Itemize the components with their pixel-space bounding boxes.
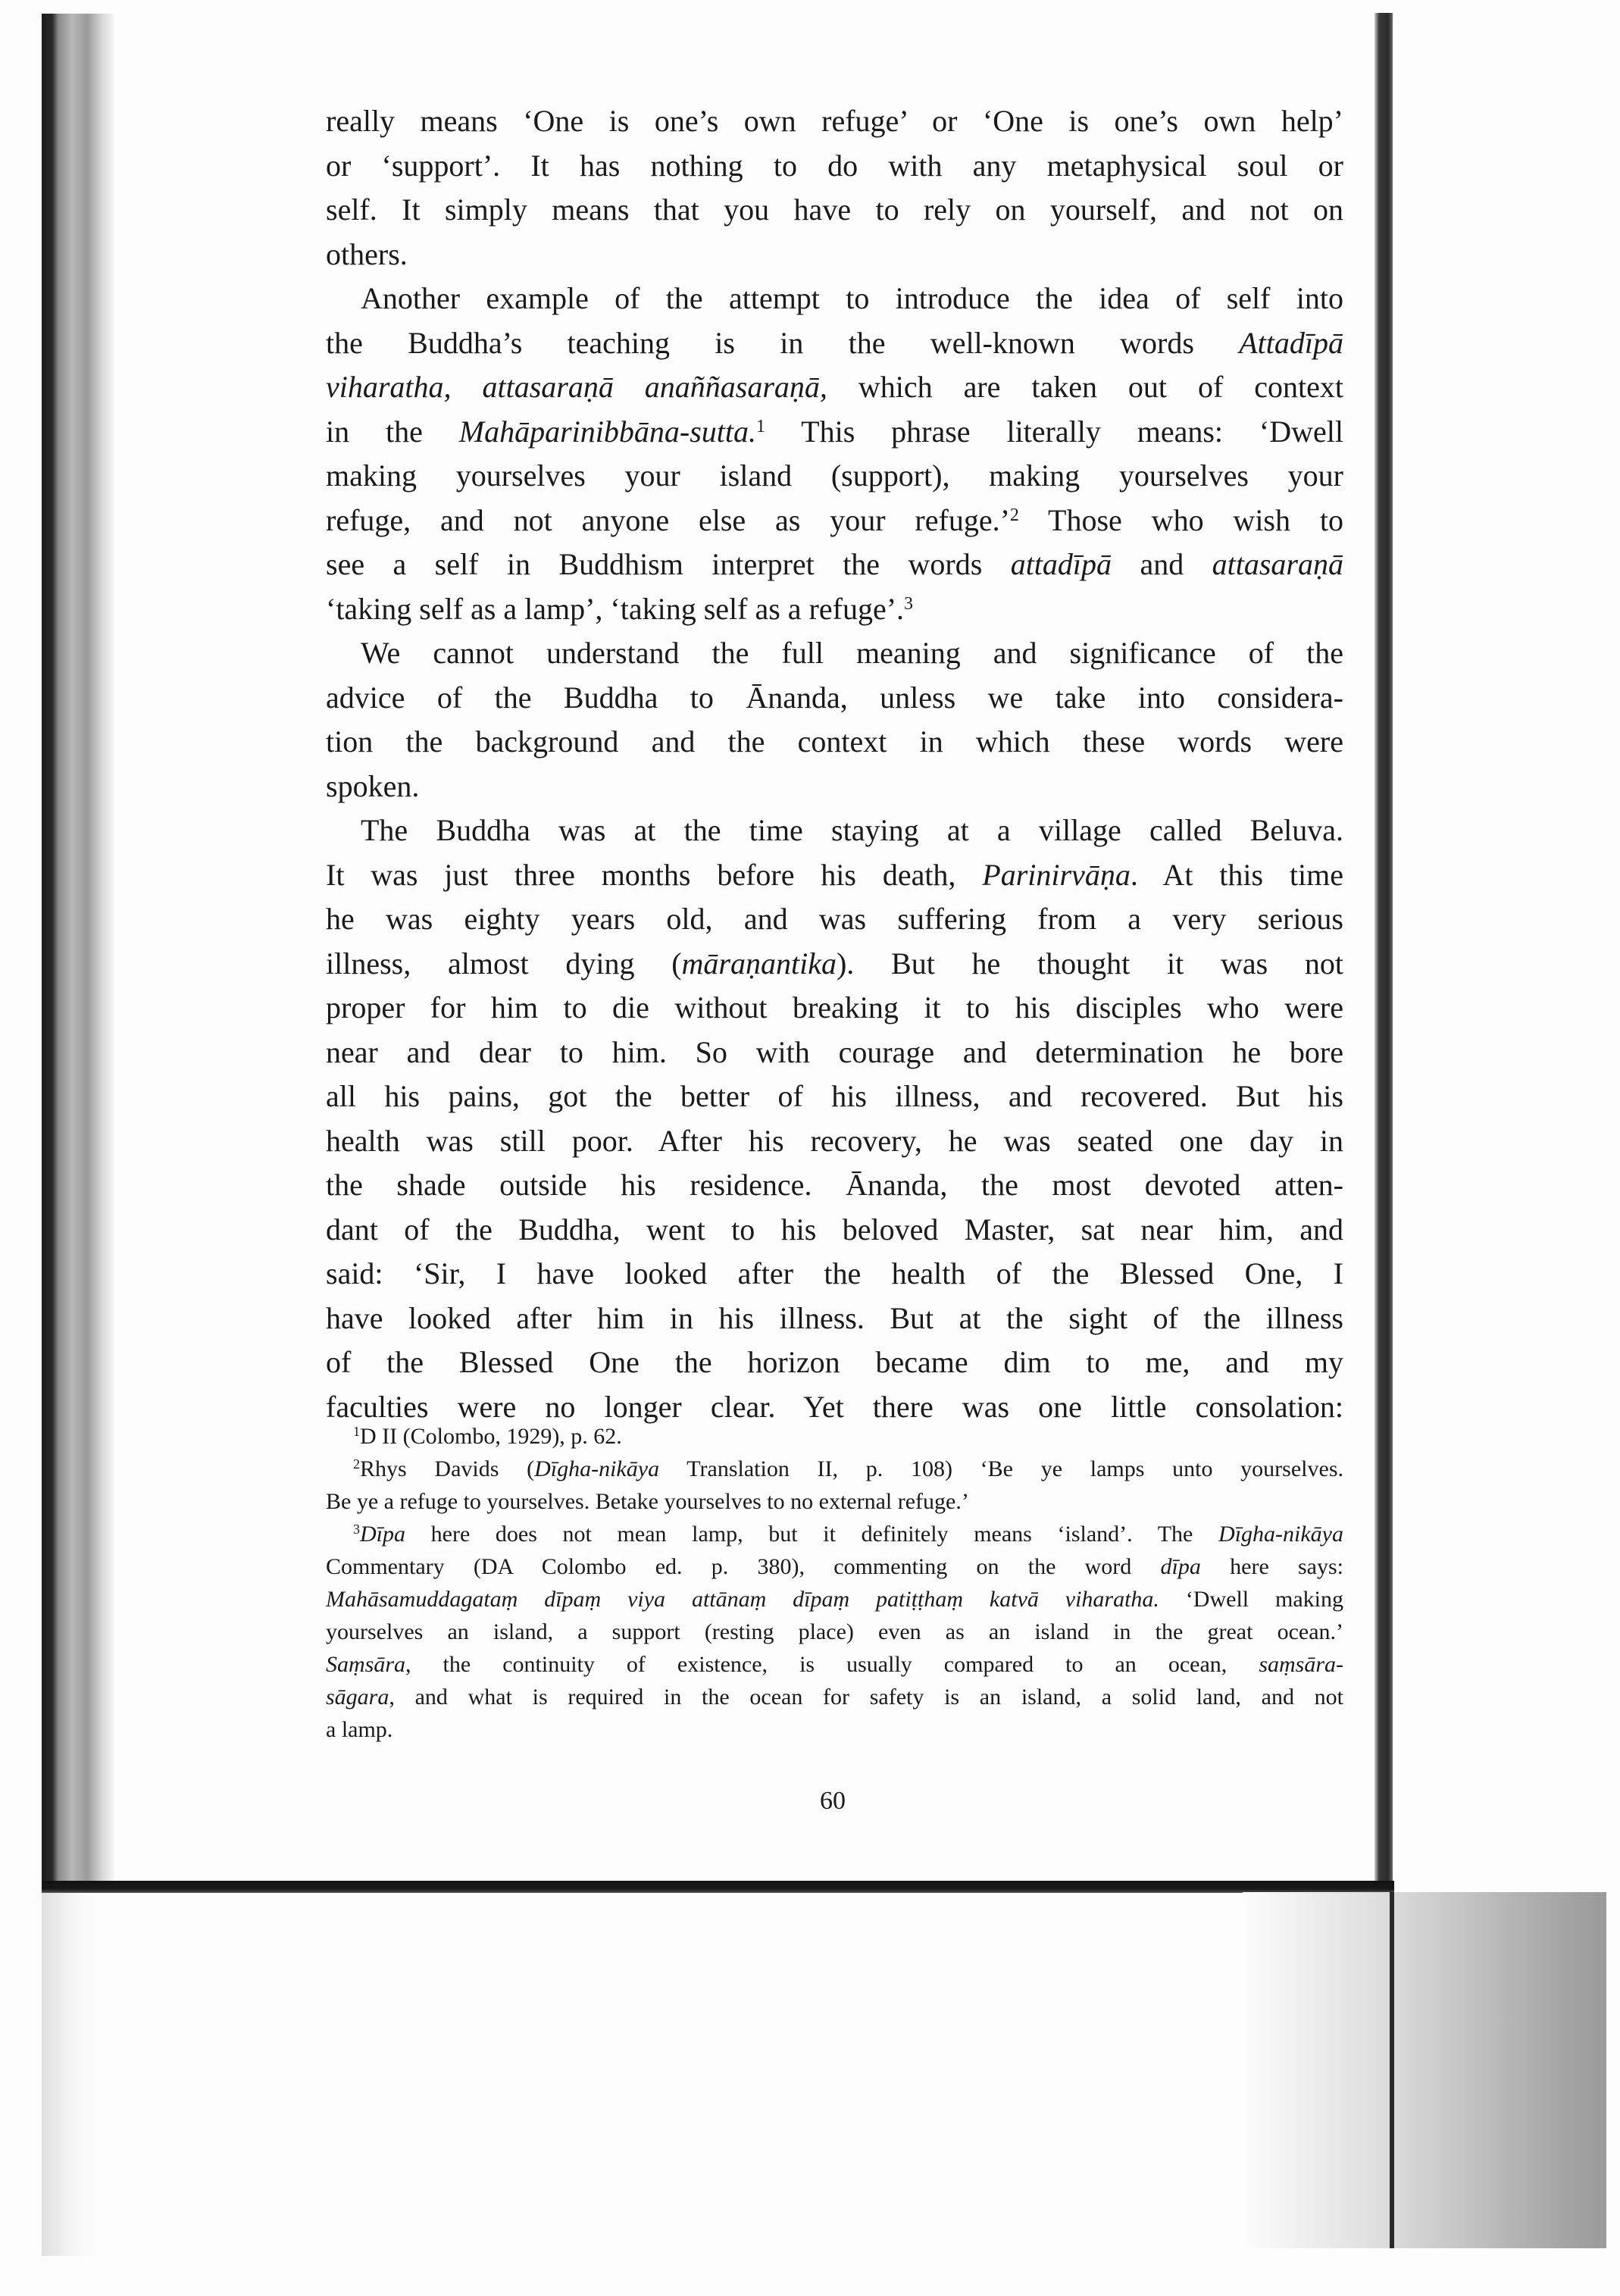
text-run: really means ‘One is one’s own refuge’ or ‘One is one’s own help’ xyxy=(326,104,1343,138)
text-line xyxy=(326,1453,1343,1485)
text-run: or ‘support’. It has nothing to do with any metaphysical soul or xyxy=(326,148,1343,183)
text-run: Rhys Davids ( xyxy=(360,1456,535,1481)
text-line xyxy=(326,1713,1343,1746)
text-run: the Buddha’s teaching is in the well-known words xyxy=(326,325,1240,360)
text-run: of the Blessed One the horizon became dim to me, and my xyxy=(326,1345,1343,1379)
text-run: have looked after him in his illness. But at the sight of the illness xyxy=(326,1300,1343,1335)
text-run: Those who wish to xyxy=(1018,502,1343,537)
text-line xyxy=(326,1340,1343,1385)
text-run: This phrase literally means: ‘Dwell xyxy=(765,414,1343,449)
text-line xyxy=(326,1163,1343,1208)
text-line xyxy=(326,1648,1343,1681)
text-run: D II (Colombo, 1929), p. 62. xyxy=(360,1424,622,1449)
italic-text: sāgara xyxy=(326,1684,389,1709)
text-run: ). But he thought it was not xyxy=(836,946,1344,981)
page-bottom-edge xyxy=(42,1881,1394,1893)
text-line xyxy=(326,765,1343,809)
text-run: the shade outside his residence. Ānanda, the most devoted atten- xyxy=(326,1168,1343,1202)
italic-text: dīpa xyxy=(1160,1554,1201,1579)
footnote-marker: 1 xyxy=(756,416,765,436)
text-run: tion the background and the context in which these words were xyxy=(326,724,1343,759)
text-run: others. xyxy=(326,236,408,271)
text-run: Translation II, p. 108) ‘Be ye lamps unto yourselves. xyxy=(659,1456,1343,1481)
paragraph xyxy=(326,99,1343,277)
book-spine-shadow xyxy=(42,14,114,1885)
italic-text: Dīgha-nikāya xyxy=(534,1456,660,1481)
text-run: , the continuity of existence, is usually compared to an ocean, xyxy=(405,1652,1259,1677)
text-line xyxy=(326,1518,1343,1550)
footnote-marker: 3 xyxy=(353,1522,360,1537)
text-line xyxy=(326,1420,1343,1453)
text-line xyxy=(326,365,1343,410)
italic-text: saṃsāra- xyxy=(1259,1652,1343,1677)
text-line xyxy=(326,1208,1343,1253)
page-edge-shadow xyxy=(1374,13,1393,1885)
text-line xyxy=(326,853,1343,898)
text-run: dant of the Buddha, went to his beloved Master, sat near him, and xyxy=(326,1212,1343,1247)
text-run: Commentary (DA Colombo ed. p. 380), commenting on the word xyxy=(326,1554,1161,1579)
text-line xyxy=(326,1681,1343,1713)
text-line xyxy=(326,1119,1343,1164)
page-edge-line xyxy=(1390,1892,1394,2248)
italic-text: Mahāparinibbāna-sutta. xyxy=(458,414,756,449)
text-run: he was eighty years old, and was suffering from a very serious xyxy=(326,902,1343,936)
text-run: said: ‘Sir, I have looked after the health of the Blessed One, I xyxy=(326,1256,1343,1290)
paragraph xyxy=(326,631,1343,809)
text-run: a lamp. xyxy=(326,1717,393,1742)
text-run: in the xyxy=(326,414,459,449)
italic-text: Attadīpā xyxy=(1239,325,1343,360)
text-line xyxy=(326,631,1343,676)
text-run: faculties were no longer clear. Yet there was one little consolation: xyxy=(326,1389,1343,1424)
italic-text: Mahāsamuddagataṃ dīpaṃ viya attānaṃ dīpaṃ patiṭṭhaṃ katvā viharatha. xyxy=(326,1587,1159,1612)
text-run: see a self in Buddhism interpret the words xyxy=(326,547,1011,581)
italic-text: Parinirvāṇa xyxy=(982,857,1131,892)
text-run: ‘taking self as a lamp’, ‘taking self as a refuge’. xyxy=(326,591,905,626)
text-line xyxy=(326,1616,1343,1648)
text-run: which are taken out of context xyxy=(827,370,1343,404)
italic-text: Dīpa xyxy=(360,1522,405,1547)
footnote xyxy=(326,1518,1343,1746)
text-line xyxy=(326,676,1343,721)
text-line xyxy=(326,277,1343,321)
text-run: Be ye a refuge to yourselves. Betake yourselves to no external refuge.’ xyxy=(326,1489,969,1514)
italic-text: Saṃsāra xyxy=(326,1652,406,1677)
text-line xyxy=(326,233,1343,277)
text-run: advice of the Buddha to Ānanda, unless we take into considera- xyxy=(326,680,1343,715)
text-line xyxy=(326,321,1343,366)
text-line xyxy=(326,188,1343,233)
text-line xyxy=(326,1031,1343,1075)
text-line xyxy=(326,942,1343,987)
text-run: all his pains, got the better of his illness, and recovered. But his xyxy=(326,1079,1343,1113)
text-line xyxy=(326,1583,1343,1616)
scanner-corner-shadow xyxy=(1243,1892,1606,2248)
footnote xyxy=(326,1420,1343,1453)
text-run: We cannot understand the full meaning and significance of the xyxy=(361,636,1343,670)
text-run: refuge, and not anyone else as your refuge.’ xyxy=(326,502,1010,537)
text-run: Another example of the attempt to introduce the idea of self into xyxy=(361,281,1343,315)
footnote-marker: 2 xyxy=(353,1456,360,1472)
text-run: yourselves an island, a support (resting place) even as an island in the great ocean.’ xyxy=(326,1619,1343,1644)
text-line xyxy=(326,1550,1343,1583)
text-run: spoken. xyxy=(326,768,420,803)
italic-text: attasaraṇā xyxy=(1212,547,1343,581)
text-run: illness, almost dying ( xyxy=(326,946,682,981)
text-run: proper for him to die without breaking it to his disciples who were xyxy=(326,990,1343,1024)
text-run: and xyxy=(1112,547,1212,581)
footnote-marker: 1 xyxy=(353,1424,360,1440)
paragraph xyxy=(326,809,1343,1429)
footnote-marker: 3 xyxy=(904,593,914,614)
text-line xyxy=(326,587,1343,632)
text-line xyxy=(326,1297,1343,1341)
text-line xyxy=(326,1252,1343,1297)
italic-text: viharatha, attasaraṇā anaññasaraṇā, xyxy=(326,370,827,404)
body-text xyxy=(326,99,1343,1429)
text-run: near and dear to him. So with courage and determination he bore xyxy=(326,1034,1343,1069)
text-run: It was just three months before his death, xyxy=(326,857,983,892)
text-line xyxy=(326,99,1343,144)
text-run: making yourselves your island (support), making yourselves your xyxy=(326,458,1343,493)
text-line xyxy=(326,410,1343,455)
text-run: . At this time xyxy=(1130,857,1343,892)
page-number: 60 xyxy=(820,1787,846,1815)
paragraph xyxy=(326,277,1343,631)
italic-text: attadīpā xyxy=(1010,547,1112,581)
scanner-bed-shadow xyxy=(42,1892,95,2256)
text-run: here says: xyxy=(1200,1554,1344,1579)
text-run: health was still poor. After his recovery, he was seated one day in xyxy=(326,1123,1343,1158)
text-line xyxy=(326,454,1343,499)
text-line xyxy=(326,1485,1343,1518)
text-run: ‘Dwell making xyxy=(1159,1587,1343,1612)
text-run: self. It simply means that you have to rely on yourself, and not on xyxy=(326,192,1343,227)
text-run: here does not mean lamp, but it definitely means ‘island’. The xyxy=(405,1522,1219,1547)
text-line xyxy=(326,499,1343,543)
text-line xyxy=(326,543,1343,587)
text-line xyxy=(326,986,1343,1031)
text-run: The Buddha was at the time staying at a village called Beluva. xyxy=(361,813,1343,847)
text-run: , and what is required in the ocean for safety is an island, a solid land, and not xyxy=(389,1684,1343,1709)
footnote xyxy=(326,1453,1343,1518)
text-line xyxy=(326,1074,1343,1119)
text-line xyxy=(326,144,1343,189)
italic-text: māraṇantika xyxy=(681,946,837,981)
footnote-marker: 2 xyxy=(1009,505,1019,525)
italic-text: Dīgha-nikāya xyxy=(1218,1522,1343,1547)
footnotes xyxy=(326,1420,1343,1746)
text-line xyxy=(326,809,1343,853)
text-line xyxy=(326,720,1343,765)
text-line xyxy=(326,897,1343,942)
